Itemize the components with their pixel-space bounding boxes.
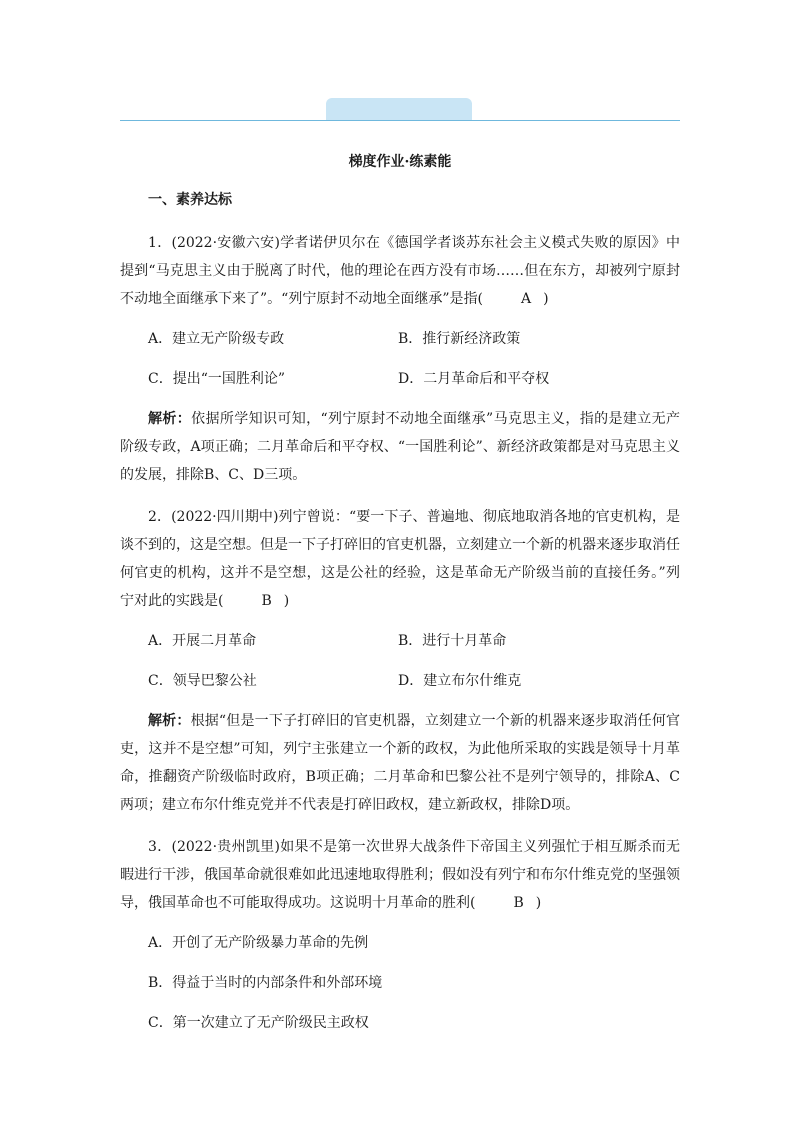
option-d: D．建立布尔什维克 [398,673,522,689]
question-1-options-row-1 [148,325,680,353]
question-1-explanation [120,405,680,489]
option-a: A．建立无产阶级专政 [148,331,285,347]
question-2-options-row-2 [148,667,680,695]
option-b: B．得益于当时的内部条件和外部环境 [148,975,383,991]
question-3-answer: B [513,895,524,911]
question-2 [120,503,680,615]
option-c: C．第一次建立了无产阶级民主政权 [148,1015,369,1031]
question-3-stem: 3．(2022·贵州凯里)如果不是第一次世界大战条件下帝国主义列强忙于相互厮杀而无暇进行干涉，俄国革命就很难如此迅速地取得胜利；假如没有列宁和布尔什维克党的坚强领导，俄国革命也不可能取得成功。这说明十月革命的胜利( [120,839,680,911]
question-3-close: ) [535,895,542,911]
option-c: C．领导巴黎公社 [148,673,257,689]
question-2-explanation [120,707,680,819]
option-d: D．二月革命后和平夺权 [398,371,550,387]
question-1-options-row-2 [148,365,680,393]
explanation-label: 解析： [148,411,192,427]
question-2-options-row-1 [148,627,680,655]
question-2-close: ) [283,593,290,609]
section-heading: 一、素养达标 [148,192,232,208]
question-1-stem: 1．(2022·安徽六安)学者诺伊贝尔在《德国学者谈苏东社会主义模式失败的原因》中提到“马克思主义由于脱离了时代，他的理论在西方没有市场……但在东方，却被列宁原封不动地全面继承下来了”。“列宁原封不动地全面继承”是指( [120,235,680,307]
question-2-answer: B [261,593,272,609]
question-2-stem: 2．(2022·四川期中)列宁曾说：“要一下子、普遍地、彻底地取消各地的官吏机构，是谈不到的，这是空想。但是一下子打碎旧的官吏机器，立刻建立一个新的机器来逐步取消任何官吏的机构，这并不是空想，这是公社的经验，这是革命无产阶级当前的直接任务。”列宁对此的实践是( [120,509,680,609]
explanation-text: 依据所学知识可知，“列宁原封不动地全面继承”马克思主义，指的是建立无产阶级专政，A项正确；二月革命后和平夺权、“一国胜利论”、新经济政策都是对马克思主义的发展，排除B、C、D三项。 [120,411,681,483]
explanation-label: 解析： [148,713,191,729]
option-a: A．开展二月革命 [148,633,257,649]
explanation-text: 根据“但是一下子打碎旧的官吏机器，立刻建立一个新的机器来逐步取消任何官吏，这并不是空想”可知，列宁主张建立一个新的政权，为此他所采取的实践是领导十月革命，推翻资产阶级临时政府，B项正确；二月革命和巴黎公社不是列宁领导的，排除A、C两项；建立布尔什维克党并不代表是打碎旧政权，建立新政权，排除D项。 [120,713,681,813]
option-a: A．开创了无产阶级暴力革命的先例 [148,935,369,951]
option-b: B．进行十月革命 [398,633,507,649]
worksheet-content [120,148,680,1049]
header-tab [326,98,472,121]
option-b: B．推行新经济政策 [398,331,521,347]
question-1-answer: A [520,291,532,307]
question-1 [120,229,680,313]
question-1-close: ) [543,291,549,307]
page-title: 梯度作业·练素能 [348,154,452,170]
header-rule [120,120,680,121]
option-c: C．提出“一国胜利论” [148,371,286,387]
question-3 [120,833,680,917]
